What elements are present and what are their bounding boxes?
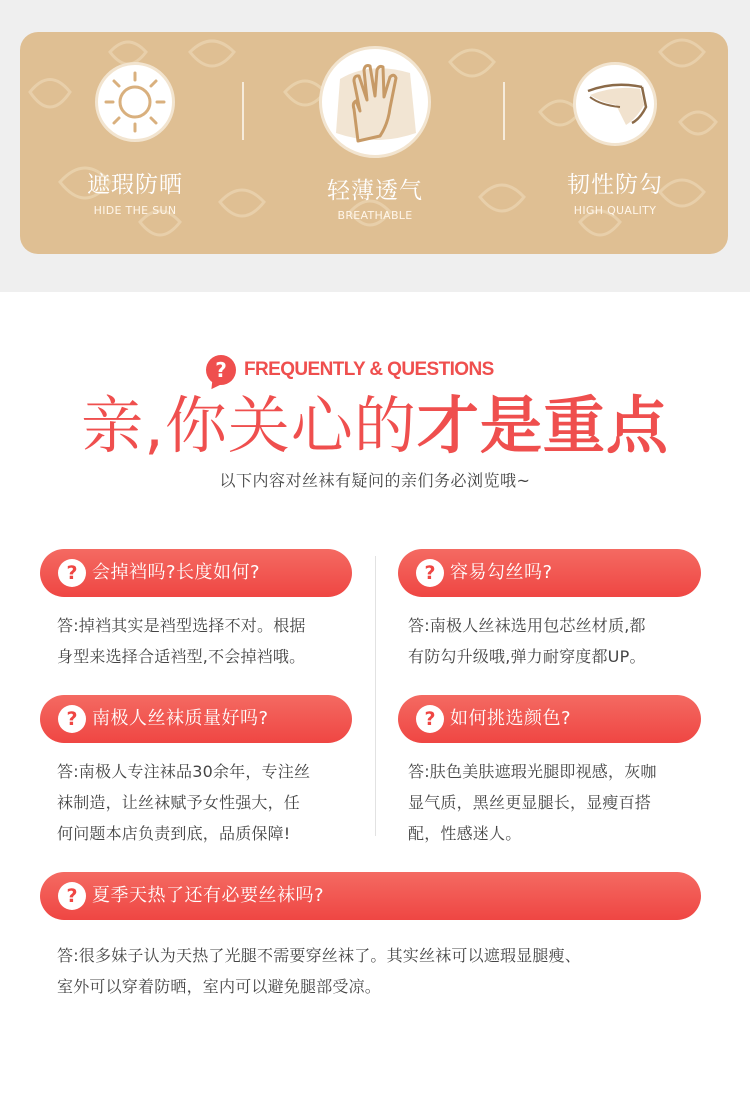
answer-line: 身型来选择合适裆型,不会掉裆哦。: [57, 647, 306, 666]
answer-line: 答:南极人丝袜选用包芯丝材质,都: [408, 616, 646, 635]
faq-answer: [57, 940, 707, 1002]
answer-line: 室外可以穿着防晒，室内可以避免腿部受凉。: [57, 977, 382, 996]
feature-title: 遮瑕防晒: [87, 172, 183, 198]
feature-subtitle: HIGH QUALITY: [573, 204, 657, 217]
feature-hide-the-sun: [20, 32, 250, 254]
question-mark-icon: ?: [416, 705, 444, 733]
feature-subtitle: BREATHABLE: [337, 209, 413, 222]
answer-line: 答:肤色美肤遮瑕光腿即视感，灰咖: [408, 762, 657, 781]
stocking-icon: [573, 62, 657, 146]
feature-high-quality: [500, 32, 728, 254]
answer-line: 袜制造，让丝袜赋予女性强大，任: [57, 793, 301, 812]
sun-icon: [95, 62, 175, 142]
column-divider: [375, 556, 376, 836]
faq-question: 如何挑选颜色?: [450, 708, 572, 729]
faq-answer: [408, 756, 708, 849]
faq-answer: [408, 610, 708, 672]
headline-bold: 才是重点: [416, 389, 669, 462]
faq-question: 容易勾丝吗?: [450, 562, 553, 583]
question-mark-icon: ?: [58, 559, 86, 587]
feature-title: 轻薄透气: [327, 178, 423, 204]
question-mark-icon: ?: [58, 882, 86, 910]
answer-line: 答:南极人专注袜品30余年，专注丝: [57, 762, 311, 781]
faq-question-pill: [398, 549, 701, 597]
feature-subtitle: HIDE THE SUN: [93, 204, 177, 217]
headline-thin: 亲,你关心的: [81, 389, 417, 462]
feature-card: [20, 32, 728, 254]
faq-answer: [57, 756, 362, 849]
feature-breathable: [260, 32, 490, 254]
faq-question: 会掉裆吗?长度如何?: [92, 562, 261, 583]
feature-title: 韧性防勾: [567, 172, 663, 198]
faq-eyebrow: FREQUENTLY & QUESTIONS: [244, 359, 494, 380]
answer-line: 配，性感迷人。: [408, 824, 522, 843]
answer-line: 有防勾升级哦,弹力耐穿度都UP。: [408, 647, 646, 666]
answer-line: 答:掉裆其实是裆型选择不对。根据: [57, 616, 306, 635]
hand-icon: [319, 46, 431, 158]
answer-line: 显气质，黑丝更显腿长，显瘦百搭: [408, 793, 652, 812]
page-title: [0, 388, 750, 464]
page-subtitle: 以下内容对丝袜有疑问的亲们务必浏览哦~: [219, 471, 531, 490]
faq-question: 夏季天热了还有必要丝袜吗?: [92, 885, 325, 906]
faq-answer: [57, 610, 357, 672]
faq-question-pill: [398, 695, 701, 743]
question-mark-icon: ?: [206, 355, 236, 385]
faq-question-pill: [40, 695, 352, 743]
answer-line: 答:很多妹子认为天热了光腿不需要穿丝袜了。其实丝袜可以遮瑕显腿瘦、: [57, 946, 581, 965]
feature-divider: [242, 82, 244, 140]
question-mark-icon: ?: [416, 559, 444, 587]
faq-question-pill: [40, 872, 701, 920]
feature-band: [0, 0, 750, 292]
answer-line: 何问题本店负责到底，品质保障!: [57, 824, 291, 843]
question-mark-icon: ?: [58, 705, 86, 733]
faq-question: 南极人丝袜质量好吗?: [92, 708, 269, 729]
faq-question-pill: [40, 549, 352, 597]
